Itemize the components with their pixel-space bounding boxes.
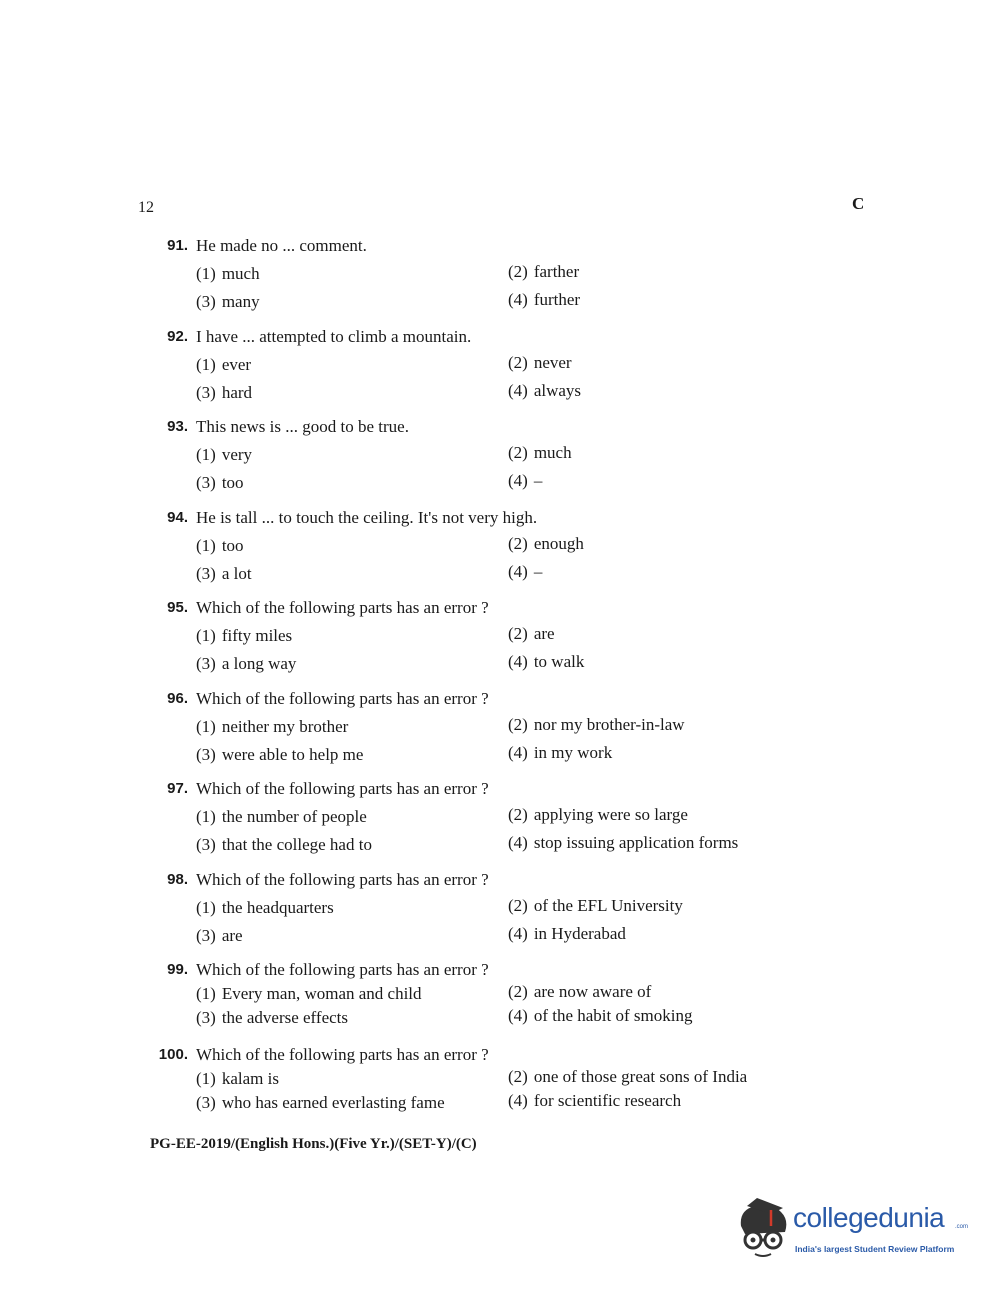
option-label: (1) <box>196 626 216 645</box>
option-text: one of those great sons of India <box>533 1067 748 1086</box>
option-label: (2) <box>508 533 528 553</box>
answer-option-4 <box>508 833 738 853</box>
option-label: (3) <box>196 654 216 673</box>
option-text: kalam is <box>221 1069 279 1088</box>
option-text: a long way <box>221 654 297 673</box>
answer-option-1 <box>196 807 367 827</box>
option-text: always <box>533 380 582 400</box>
question-text: I have ... attempted to climb a mountain. <box>196 326 472 346</box>
option-label: (3) <box>196 563 216 583</box>
answer-option-4 <box>508 743 612 763</box>
answer-option-2 <box>508 534 584 554</box>
question-text: Which of the following parts has an error ? <box>196 779 489 798</box>
option-text: much <box>533 443 572 462</box>
option-label: (4) <box>508 290 528 309</box>
answer-option-3 <box>196 1093 445 1113</box>
option-text: a lot <box>221 563 252 583</box>
option-label: (1) <box>196 807 216 826</box>
answer-option-2 <box>508 982 651 1002</box>
answer-option-3 <box>196 835 372 855</box>
option-text: many <box>221 292 260 311</box>
answer-option-3 <box>196 292 260 312</box>
option-text: hard <box>221 382 253 402</box>
question-text: Which of the following parts has an error ? <box>196 688 489 708</box>
paper-code: PG-EE-2019/(English Hons.)(Five Yr.)/(SET-Y)/(C) <box>150 1136 477 1152</box>
question-number: 96. <box>167 689 188 707</box>
option-label: (1) <box>196 984 216 1003</box>
question-number: 99. <box>167 961 188 978</box>
option-label: (2) <box>508 714 528 734</box>
option-text: the number of people <box>221 807 367 826</box>
option-label: (3) <box>196 925 216 945</box>
question-item <box>150 236 850 327</box>
option-label: (1) <box>196 445 216 464</box>
option-label: (1) <box>196 535 216 555</box>
question-item <box>150 1045 850 1136</box>
option-text: further <box>533 290 581 309</box>
collegedunia-watermark <box>735 1196 969 1266</box>
option-text: in my work <box>533 742 613 762</box>
option-label: (4) <box>508 742 528 762</box>
answer-option-4 <box>508 471 542 491</box>
option-text: never <box>533 352 572 372</box>
option-label: (2) <box>508 624 528 643</box>
option-label: (3) <box>196 1093 216 1112</box>
option-text: that the college had to <box>221 835 372 854</box>
option-label: (3) <box>196 292 216 311</box>
option-label: (4) <box>508 652 528 671</box>
option-label: (2) <box>508 352 528 372</box>
option-label: (4) <box>508 471 528 490</box>
answer-option-1 <box>196 626 292 646</box>
option-label: (3) <box>196 382 216 402</box>
answer-option-2 <box>508 353 572 373</box>
option-text: Every man, woman and child <box>221 984 422 1003</box>
question-number: 93. <box>167 418 188 435</box>
option-text: nor my brother-in-law <box>533 714 685 734</box>
answer-option-4 <box>508 652 584 672</box>
question-text: Which of the following parts has an error ? <box>196 960 489 979</box>
question-item <box>150 598 850 689</box>
question-number: 95. <box>167 599 188 616</box>
question-item <box>150 689 850 780</box>
option-label: (2) <box>508 262 528 281</box>
question-text: This news is ... good to be true. <box>196 417 409 436</box>
option-text: too <box>221 535 244 555</box>
option-text: enough <box>533 533 584 553</box>
question-item <box>150 870 850 961</box>
set-letter: C <box>852 194 865 213</box>
question-text: He is tall ... to touch the ceiling. It's not very high. <box>196 507 538 527</box>
answer-option-1 <box>196 717 348 737</box>
option-text: the adverse effects <box>221 1008 348 1027</box>
option-text: the headquarters <box>221 897 334 917</box>
option-text: of the habit of smoking <box>533 1006 693 1025</box>
answer-option-1 <box>196 264 260 284</box>
option-text: ever <box>221 354 252 374</box>
question-number: 92. <box>167 327 188 345</box>
option-text: too <box>221 473 244 492</box>
option-label: (3) <box>196 744 216 764</box>
question-item <box>150 960 850 1045</box>
answer-option-2 <box>508 443 572 463</box>
answer-option-2 <box>508 715 685 735</box>
option-label: (1) <box>196 354 216 374</box>
option-text: were able to help me <box>221 744 364 764</box>
answer-option-4 <box>508 1006 692 1026</box>
answer-option-3 <box>196 473 244 493</box>
answer-option-1 <box>196 984 422 1004</box>
option-label: (2) <box>508 982 528 1001</box>
option-label: (4) <box>508 380 528 400</box>
question-item <box>150 779 850 870</box>
option-text: for scientific research <box>533 1091 682 1110</box>
question-number: 98. <box>167 870 188 888</box>
question-item <box>150 417 850 508</box>
question-number: 91. <box>167 237 188 254</box>
question-list <box>150 236 850 1136</box>
option-text: are <box>221 925 243 945</box>
answer-option-3 <box>196 564 252 584</box>
answer-option-1 <box>196 898 334 918</box>
option-text: are <box>533 624 555 643</box>
answer-option-2 <box>508 1067 747 1087</box>
answer-option-4 <box>508 924 626 944</box>
option-text: – <box>533 471 543 490</box>
option-label: (2) <box>508 1067 528 1086</box>
option-label: (3) <box>196 473 216 492</box>
answer-option-1 <box>196 536 244 556</box>
option-label: (3) <box>196 835 216 854</box>
brand-suffix: .com <box>955 1224 969 1230</box>
option-label: (4) <box>508 1091 528 1110</box>
option-text: are now aware of <box>533 982 652 1001</box>
answer-option-4 <box>508 1091 681 1111</box>
page-number: 12 <box>138 199 154 216</box>
answer-option-2 <box>508 896 683 916</box>
answer-option-1 <box>196 355 251 375</box>
answer-option-3 <box>196 383 252 403</box>
question-text: Which of the following parts has an error ? <box>196 598 489 617</box>
option-text: who has earned everlasting fame <box>221 1093 445 1112</box>
option-label: (1) <box>196 897 216 917</box>
answer-option-3 <box>196 745 363 765</box>
answer-option-4 <box>508 290 580 310</box>
answer-option-1 <box>196 1069 279 1089</box>
option-label: (1) <box>196 716 216 736</box>
option-label: (1) <box>196 1069 216 1088</box>
collegedunia-mascot-icon <box>735 1196 795 1262</box>
answer-option-1 <box>196 445 252 465</box>
option-text: – <box>533 561 543 581</box>
option-text: stop issuing application forms <box>533 833 739 852</box>
answer-option-4 <box>508 381 581 401</box>
option-label: (2) <box>508 805 528 824</box>
option-text: of the EFL University <box>533 895 683 915</box>
option-label: (4) <box>508 923 528 943</box>
question-number: 97. <box>167 780 188 797</box>
question-text: Which of the following parts has an error ? <box>196 869 489 889</box>
answer-option-2 <box>508 262 579 282</box>
option-text: very <box>221 445 253 464</box>
question-text: He made no ... comment. <box>196 236 367 255</box>
option-label: (2) <box>508 443 528 462</box>
answer-option-3 <box>196 1008 348 1028</box>
option-text: applying were so large <box>533 805 688 824</box>
option-text: neither my brother <box>221 716 349 736</box>
brand-tagline: India's largest Student Review Platform <box>795 1244 955 1254</box>
option-text: farther <box>533 262 580 281</box>
question-item <box>150 327 850 418</box>
option-label: (4) <box>508 1006 528 1025</box>
answer-option-2 <box>508 805 688 825</box>
question-number: 94. <box>167 508 188 526</box>
question-number: 100. <box>158 1046 188 1063</box>
option-text: to walk <box>533 652 585 671</box>
option-label: (4) <box>508 833 528 852</box>
question-item <box>150 508 850 599</box>
option-text: fifty miles <box>221 626 293 645</box>
question-text: Which of the following parts has an error ? <box>196 1045 489 1064</box>
answer-option-3 <box>196 654 296 674</box>
answer-option-4 <box>508 562 542 582</box>
option-label: (2) <box>508 895 528 915</box>
option-label: (1) <box>196 264 216 283</box>
option-label: (4) <box>508 561 528 581</box>
option-text: in Hyderabad <box>533 923 626 943</box>
option-text: much <box>221 264 260 283</box>
answer-option-2 <box>508 624 555 644</box>
option-label: (3) <box>196 1008 216 1027</box>
answer-option-3 <box>196 926 243 946</box>
brand-name: collegedunia <box>793 1202 945 1233</box>
